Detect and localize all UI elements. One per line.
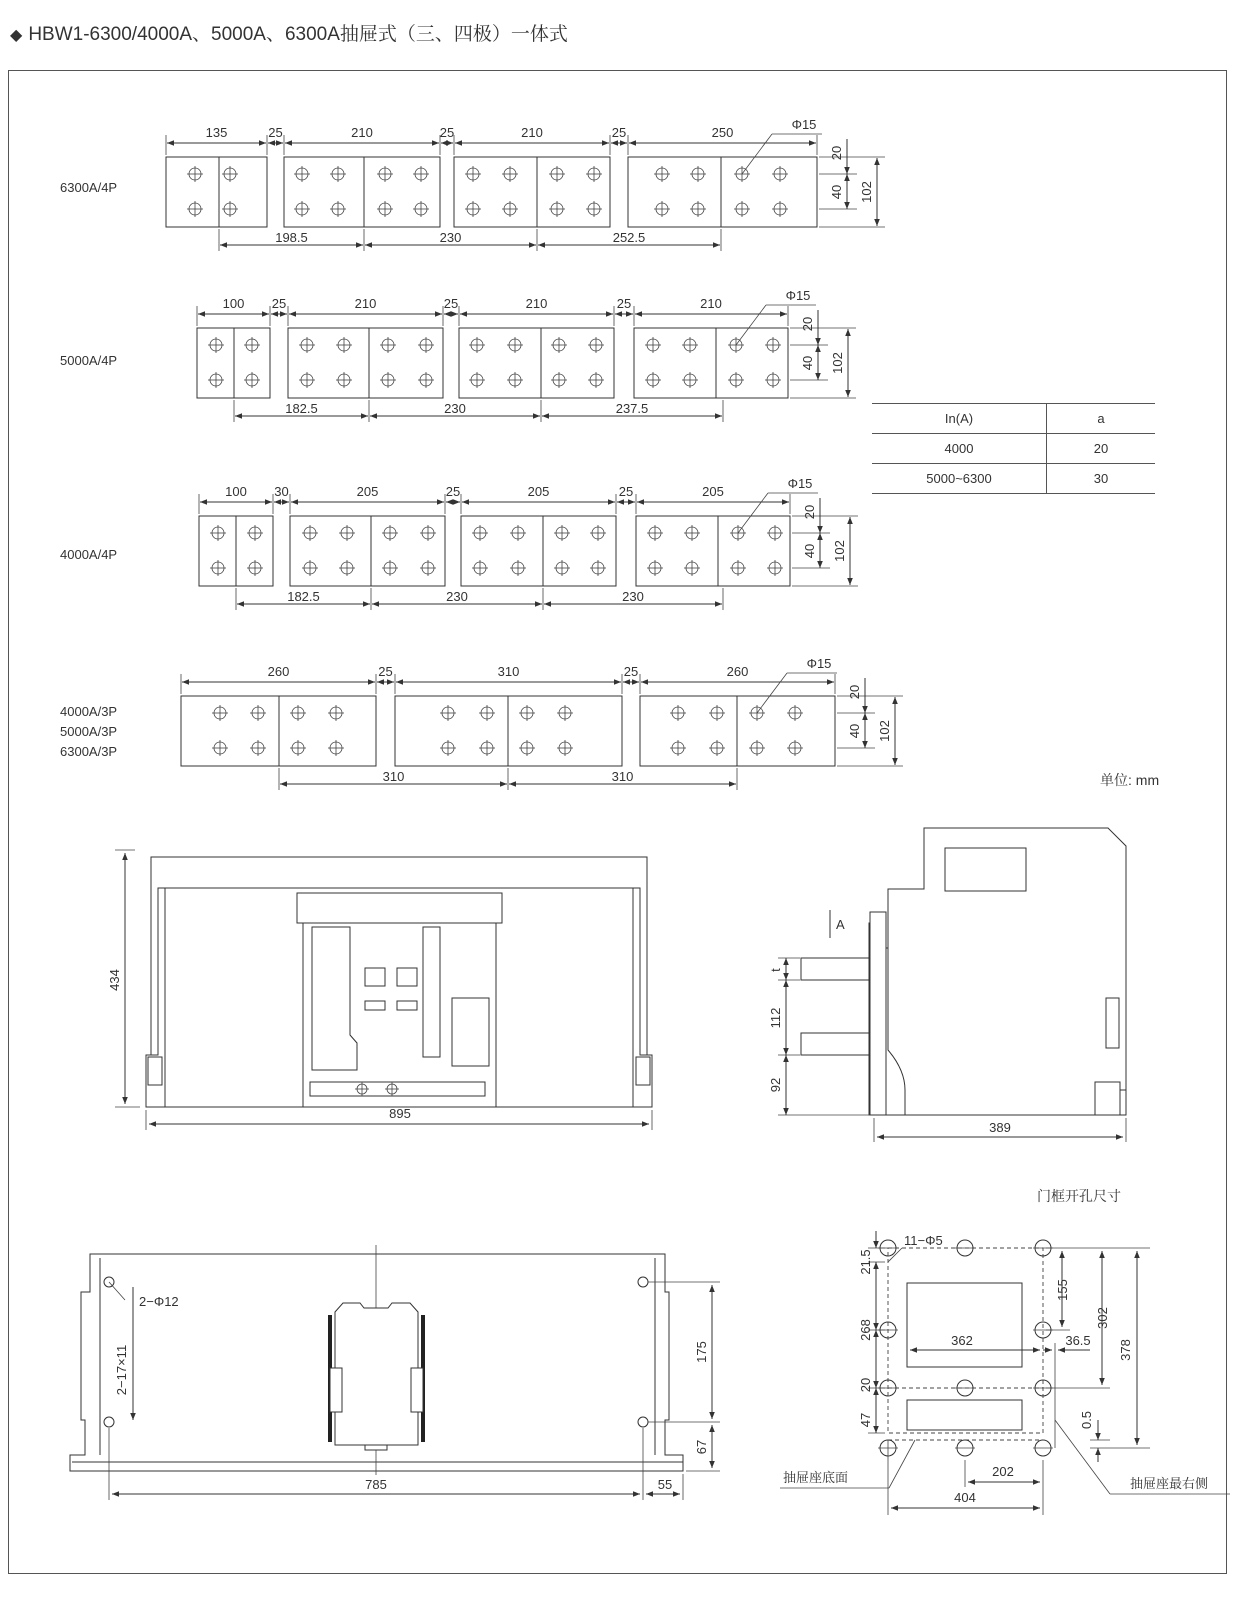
right-dim: 40 <box>800 355 815 371</box>
bottom-slots-label: 2−17×11 <box>114 1344 129 1396</box>
cutout-36-5-dim: 36.5 <box>1065 1333 1091 1348</box>
page-title-text: HBW1-6300/4000A、5000A、6300A抽屉式（三、四极）一体式 <box>28 24 568 45</box>
door-cutout-view <box>780 1231 1230 1515</box>
top-dim: 25 <box>445 484 461 499</box>
table-header-row <box>872 404 1155 434</box>
base-bottom-label: 抽屉座底面 <box>783 1470 849 1485</box>
cutout-hole-icon <box>1033 1440 1053 1456</box>
right-dim: 40 <box>802 543 817 559</box>
base-right-label: 抽屉座最右侧 <box>1130 1476 1209 1491</box>
bottom-dim: 237.5 <box>615 401 649 416</box>
cutout-hole-icon <box>955 1240 975 1256</box>
hole-diameter-label: Φ15 <box>806 656 832 671</box>
side-92-dim: 92 <box>768 1077 783 1093</box>
front-view-top-cover <box>297 893 502 923</box>
top-dim: 25 <box>443 296 459 311</box>
row-label-3p-group <box>60 702 117 762</box>
bottom-dim: 310 <box>611 769 634 784</box>
busbar-row-r6300_4p <box>166 117 885 251</box>
side-view-window <box>945 848 1026 891</box>
row-label-6300-3p: 6300A/3P <box>60 744 118 759</box>
bottom-dim: 182.5 <box>287 589 320 604</box>
right-dim: 20 <box>847 684 862 700</box>
top-dim: 100 <box>225 484 247 499</box>
busbar-block <box>636 516 790 586</box>
cutout-hole-icon <box>955 1380 975 1396</box>
top-dim: 210 <box>525 296 548 311</box>
top-dim: 210 <box>351 125 373 140</box>
bottom-dim: 230 <box>444 401 466 416</box>
busbar-block <box>459 328 614 398</box>
cutout-202-dim: 202 <box>992 1464 1014 1479</box>
busbar-block <box>628 157 817 227</box>
front-height-dim: 434 <box>107 969 122 991</box>
table-cell: 30 <box>1047 464 1156 494</box>
busbar-row-r3p <box>181 656 903 790</box>
row-label-4000-4p: 4000A/4P <box>60 547 118 562</box>
bottom-dim: 230 <box>446 589 468 604</box>
outline-views <box>70 828 1230 1515</box>
front-width-dim: 895 <box>389 1106 411 1121</box>
cutout-404-dim: 404 <box>954 1490 976 1505</box>
top-dim: 260 <box>726 664 749 679</box>
hole-diameter-label: Φ15 <box>785 288 811 303</box>
rating-table <box>872 403 1155 494</box>
bottom-dim: 252.5 <box>612 230 646 245</box>
busbar-block <box>461 516 616 586</box>
top-dim: 260 <box>267 664 290 679</box>
cutout-362-dim: 362 <box>951 1333 973 1348</box>
table-row <box>872 464 1155 494</box>
busbar-row-r5000_4p <box>197 288 856 422</box>
busbar-block <box>288 328 443 398</box>
top-dim: 310 <box>497 664 520 679</box>
bottom-view <box>70 1245 720 1500</box>
bottom-dim: 310 <box>382 769 405 784</box>
front-view <box>107 850 652 1130</box>
busbar-row-r4000_4p <box>199 476 858 610</box>
table-cell: 4000 <box>872 434 1047 464</box>
top-dim: 30 <box>274 484 289 499</box>
cutout-268-dim: 268 <box>858 1319 873 1341</box>
top-dim: 25 <box>378 664 393 679</box>
bottom-175-dim: 175 <box>694 1341 709 1363</box>
bottom-55-dim: 55 <box>657 1477 673 1492</box>
top-dim: 210 <box>521 125 543 140</box>
right-dim: 102 <box>877 720 892 742</box>
right-dim: 40 <box>847 723 862 739</box>
right-dim: 20 <box>802 504 817 520</box>
top-dim: 250 <box>711 125 734 140</box>
bottom-view-mechanism <box>335 1303 418 1445</box>
cutout-47-dim: 47 <box>858 1412 873 1428</box>
row-label-5000-3p: 5000A/3P <box>60 724 118 739</box>
top-dim: 210 <box>354 296 377 311</box>
row-label-5000-4p: 5000A/4P <box>60 353 118 368</box>
top-dim: 205 <box>702 484 724 499</box>
cutout-lower-window <box>907 1400 1022 1430</box>
cutout-378-dim: 378 <box>1118 1339 1133 1361</box>
table-row <box>872 434 1155 464</box>
hole-diameter-label: Φ15 <box>791 117 817 132</box>
bottom-holes-label: 2−Φ12 <box>139 1294 179 1309</box>
unit-note: 单位: mm <box>1100 772 1160 788</box>
hole-diameter-label: Φ15 <box>787 476 813 491</box>
side-view-busbar-lower <box>801 1033 869 1055</box>
cutout-302-dim: 302 <box>1095 1307 1110 1329</box>
top-dim: 25 <box>271 296 287 311</box>
busbar-block <box>166 157 267 227</box>
top-dim: 25 <box>616 296 632 311</box>
right-dim: 20 <box>800 316 815 332</box>
cutout-155-dim: 155 <box>1055 1279 1070 1301</box>
top-dim: 205 <box>356 484 379 499</box>
right-dim: 102 <box>830 352 845 374</box>
cutout-upper-window <box>907 1283 1022 1367</box>
table-header-cell: In(A) <box>872 404 1047 434</box>
table-cell: 5000~6300 <box>872 464 1047 494</box>
top-dim: 210 <box>700 296 722 311</box>
top-dim: 25 <box>439 125 455 140</box>
door-cutout-title: 门框开孔尺寸 <box>1037 1188 1121 1204</box>
busbar-block <box>284 157 440 227</box>
bottom-width-dim: 785 <box>365 1477 387 1492</box>
bottom-dim: 230 <box>439 230 462 245</box>
busbar-block <box>454 157 610 227</box>
row-label-4000-3p: 4000A/3P <box>60 704 118 719</box>
top-dim: 25 <box>618 484 634 499</box>
right-dim: 102 <box>859 181 874 203</box>
bottom-67-dim: 67 <box>694 1439 709 1455</box>
table-header-cell: a <box>1047 404 1156 434</box>
bottom-dim: 182.5 <box>285 401 318 416</box>
side-t-dim: t <box>768 968 783 972</box>
side-view-busbar-upper <box>801 958 869 980</box>
bottom-dim: 198.5 <box>275 230 308 245</box>
table-cell: 20 <box>1047 434 1156 464</box>
right-dim: 102 <box>832 540 847 562</box>
row-label-6300-4p: 6300A/4P <box>60 180 118 195</box>
bottom-dim: 230 <box>622 589 644 604</box>
cutout-holes-label: 11−Φ5 <box>904 1233 943 1248</box>
cutout-hole-icon <box>955 1440 975 1456</box>
top-dim: 25 <box>623 664 639 679</box>
top-dim: 135 <box>205 125 228 140</box>
cutout-21-5-dim: 21.5 <box>858 1249 873 1275</box>
busbar-block <box>290 516 445 586</box>
top-dim: 100 <box>222 296 245 311</box>
side-width-dim: 389 <box>989 1120 1011 1135</box>
top-dim: 25 <box>611 125 627 140</box>
right-dim: 40 <box>829 184 844 200</box>
right-dim: 20 <box>829 145 844 161</box>
side-a-label: A <box>836 917 845 932</box>
cutout-0-5-dim: 0.5 <box>1079 1410 1094 1430</box>
cutout-20-dim: 20 <box>858 1377 873 1393</box>
top-dim: 205 <box>527 484 550 499</box>
diamond-bullet-icon: ◆ <box>10 27 23 44</box>
busbar-rows <box>166 117 903 790</box>
top-dim: 25 <box>268 125 283 140</box>
side-112-dim: 112 <box>768 1007 783 1029</box>
busbar-block <box>634 328 788 398</box>
side-view <box>768 828 1126 1142</box>
